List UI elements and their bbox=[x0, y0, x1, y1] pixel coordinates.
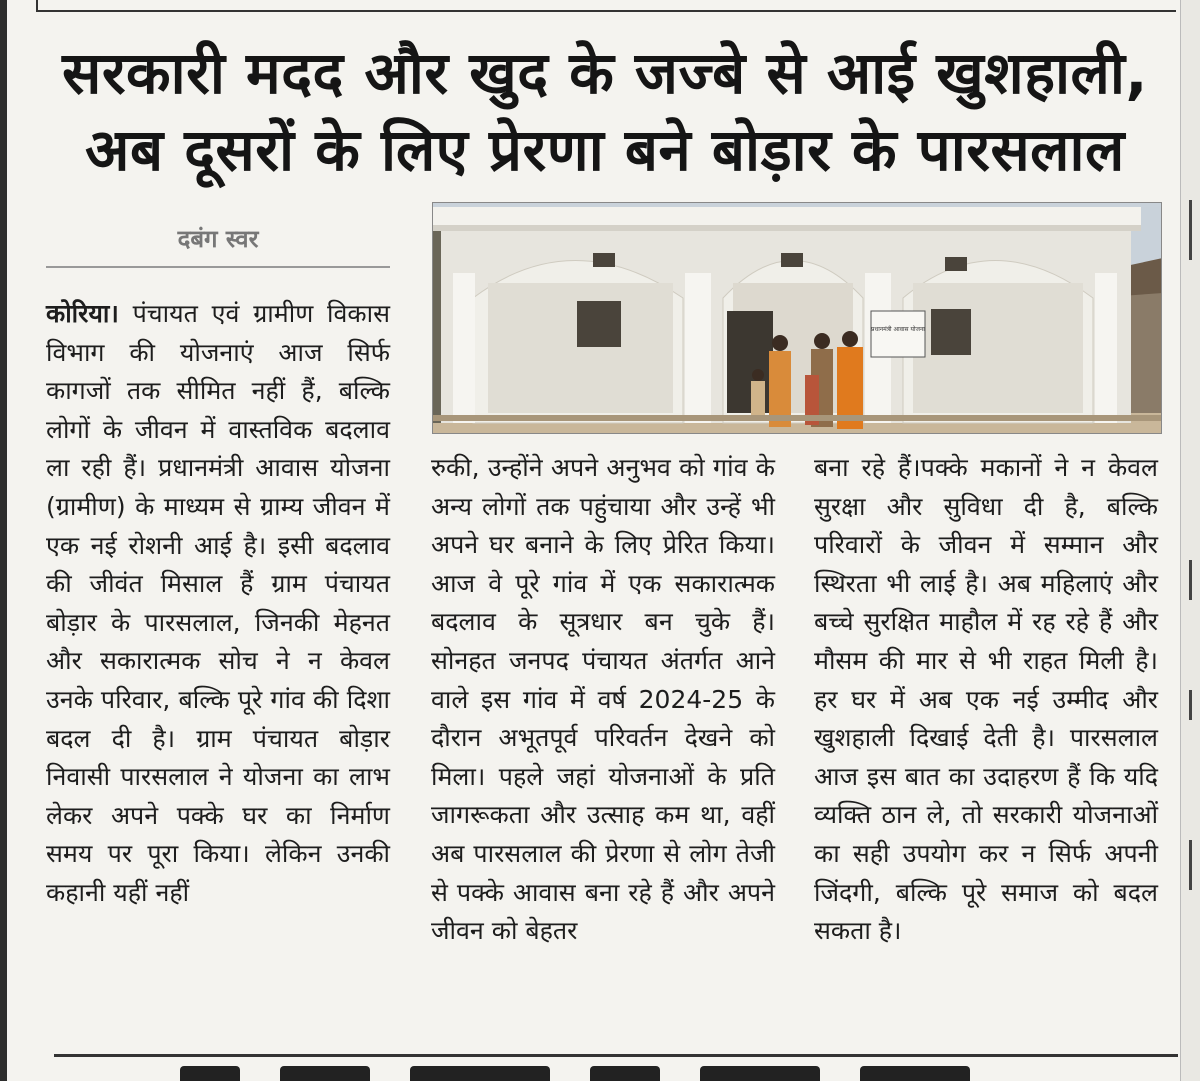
article-bottom-border bbox=[54, 1054, 1178, 1057]
column-3-text: बना रहे हैं।पक्के मकानों ने न केवल सुरक्षा और सुविधा दी है, बल्कि परिवारों के जीवन में सम्मान और स्थिरता भी लाई है। अब महिलाएं और बच्चे सुरक्षित माहौल में रह रहे हैं और मौसम की मार से भी राहत मिली है। हर घर में अब एक नई उम्मीद और खुशहाली दिखाई देती है। पारसलाल आज इस बात का उदाहरण हैं कि यदि व्यक्ति ठान ले, तो सरकारी योजनाओं का सही उपयोग कर न सिर्फ अपनी जिंदगी, बल्कि पूरे समाज को बदल सकता है। bbox=[814, 453, 1158, 946]
article-column-2 bbox=[431, 449, 775, 951]
column-1-paragraph bbox=[46, 295, 390, 913]
article-column-3 bbox=[814, 449, 1158, 951]
previous-article-border bbox=[36, 0, 1176, 12]
next-headline-fragment bbox=[180, 1066, 1080, 1081]
column-1-text: पंचायत एवं ग्रामीण विकास विभाग की योजनाएं आज सिर्फ कागजों तक सीमित नहीं हैं, बल्कि लोगों के जीवन में वास्तविक बदलाव ला रही हैं। प्रधानमंत्री आवास योजना (ग्रामीण) के माध्यम से ग्राम्य जीवन में एक नई रोशनी आई है। इसी बदलाव की जीवंत मिसाल हैं ग्राम पंचायत बोड़ार के पारसलाल, जिनकी मेहनत और सकारात्मक सोच ने न केवल उनके परिवार, बल्कि पूरे गांव की दिशा बदल दी है। ग्राम पंचायत बोड़ार निवासी पारसलाल ने योजना का लाभ लेकर अपने पक्के घर का निर्माण समय पर पूरा किया। लेकिन उनकी कहानी यहीं नहीं bbox=[46, 299, 390, 907]
adjacent-page-edge bbox=[1180, 0, 1200, 1081]
headline-line-2: अब दूसरों के लिए प्रेरणा बने बोड़ार के पारसलाल bbox=[85, 116, 1125, 184]
headline-line-1: सरकारी मदद और खुद के जज्बे से आई खुशहाली, bbox=[62, 39, 1148, 107]
column-2-text: रुकी, उन्होंने अपने अनुभव को गांव के अन्य लोगों तक पहुंचाया और उन्हें भी अपने घर बनाने के लिए प्रेरित किया। आज वे पूरे गांव में एक सकारात्मक बदलाव के सूत्रधार बन चुके हैं। सोनहत जनपद पंचायत अंतर्गत आने वाले इस गांव में वर्ष 2024-25 के दौरान अभूतपूर्व परिवर्तन देखने को मिला। पहले जहां योजनाओं के प्रति जागरूकता और उत्साह कम था, वहीं अब पारसलाल की प्रेरणा से लोग तेजी से पक्के आवास बना रहे हैं और अपने जीवन को बेहतर bbox=[431, 453, 775, 946]
page-left-border bbox=[0, 0, 7, 1081]
byline: दबंग स्वर bbox=[177, 225, 259, 253]
article-column-1 bbox=[46, 295, 390, 913]
byline-divider bbox=[46, 266, 390, 268]
sign-board-text: प्रधानमंत्री आवास योजना bbox=[871, 326, 925, 333]
dateline: कोरिया। bbox=[46, 299, 119, 328]
article-photo bbox=[432, 202, 1162, 434]
